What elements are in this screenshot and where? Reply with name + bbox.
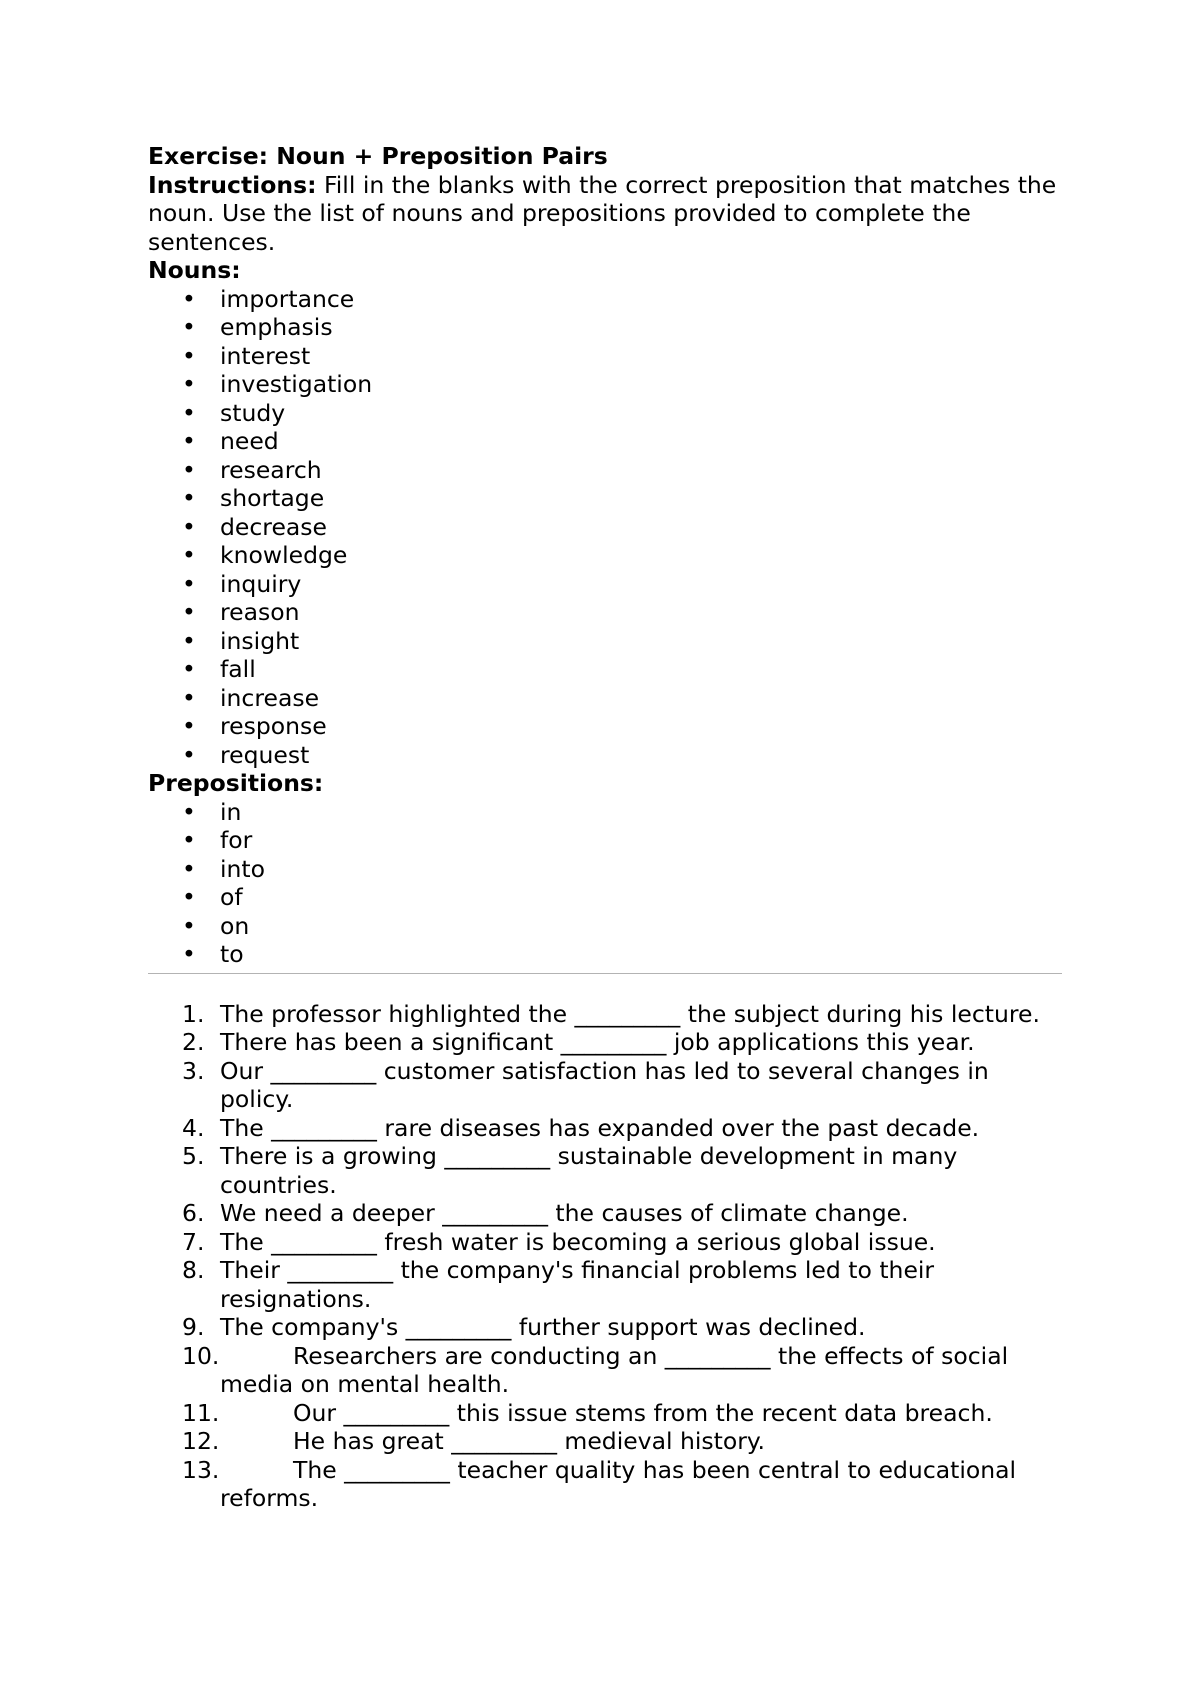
- noun-item: • emphasis: [148, 313, 1062, 342]
- noun-item: • fall: [148, 655, 1062, 684]
- preposition-item: • into: [148, 855, 1062, 884]
- prepositions-list: [148, 798, 1062, 969]
- nouns-list: [148, 285, 1062, 770]
- question-item: [148, 1456, 1062, 1513]
- noun-item: • response: [148, 712, 1062, 741]
- preposition-item: • on: [148, 912, 1062, 941]
- question-number: 8.: [182, 1256, 205, 1284]
- question-number: 4.: [182, 1113, 205, 1142]
- noun-item: • request: [148, 741, 1062, 770]
- question-item: [148, 1427, 1062, 1456]
- noun-item: • increase: [148, 684, 1062, 713]
- instructions-text: Fill in the blanks with the correct preposition that matches the noun. Use the list of nouns and prepositions provided to complete the sentences.: [148, 170, 1057, 256]
- noun-item: • need: [148, 427, 1062, 456]
- question-number: 5.: [182, 1142, 205, 1170]
- question-number: 13.: [182, 1455, 220, 1484]
- document-page: [148, 142, 1062, 1513]
- question-number: 10.: [182, 1341, 220, 1370]
- question-item: [148, 1199, 1062, 1228]
- question-text: Our _________ customer satisfaction has led to several changes in policy.: [220, 1056, 989, 1113]
- question-item: [148, 1228, 1062, 1257]
- noun-item: • research: [148, 456, 1062, 485]
- horizontal-divider: [148, 973, 1062, 974]
- question-number: 7.: [182, 1227, 205, 1256]
- noun-item: • inquiry: [148, 570, 1062, 599]
- question-text: Our _________ this issue stems from the recent data breach.: [293, 1398, 993, 1427]
- question-text: The _________ teacher quality has been central to educational reforms.: [220, 1455, 1017, 1512]
- preposition-item: • for: [148, 826, 1062, 855]
- question-number: 12.: [182, 1427, 220, 1455]
- noun-item: • shortage: [148, 484, 1062, 513]
- questions-list: [148, 1000, 1062, 1513]
- instructions-paragraph: [148, 171, 1062, 257]
- question-number: 6.: [182, 1199, 205, 1227]
- question-item: [148, 1028, 1062, 1057]
- question-text: There has been a significant _________ job applications this year.: [220, 1028, 975, 1056]
- noun-item: • study: [148, 399, 1062, 428]
- question-item: [148, 1313, 1062, 1342]
- noun-item: • knowledge: [148, 541, 1062, 570]
- question-item: [148, 1114, 1062, 1143]
- question-text: We need a deeper _________ the causes of climate change.: [220, 1199, 909, 1227]
- question-text: The _________ rare diseases has expanded over the past decade.: [220, 1113, 980, 1142]
- noun-item: • investigation: [148, 370, 1062, 399]
- noun-item: • importance: [148, 285, 1062, 314]
- question-item: [148, 1256, 1062, 1313]
- preposition-item: • in: [148, 798, 1062, 827]
- question-item: [148, 1057, 1062, 1114]
- question-text: He has great _________ medieval history.: [293, 1427, 765, 1455]
- question-text: Researchers are conducting an _________ the effects of social media on mental health.: [220, 1341, 1009, 1398]
- exercise-title: Exercise: Noun + Preposition Pairs: [148, 142, 608, 170]
- question-item: [148, 1142, 1062, 1199]
- noun-item: • decrease: [148, 513, 1062, 542]
- noun-item: • reason: [148, 598, 1062, 627]
- instructions-label: Instructions:: [148, 170, 317, 199]
- preposition-item: • to: [148, 940, 1062, 969]
- nouns-heading: Nouns:: [148, 256, 241, 284]
- question-text: The company's _________ further support was declined.: [220, 1313, 866, 1341]
- question-text: The professor highlighted the _________ the subject during his lecture.: [220, 999, 1040, 1028]
- question-number: 1.: [182, 999, 205, 1028]
- question-text: The _________ fresh water is becoming a serious global issue.: [220, 1227, 936, 1256]
- question-number: 9.: [182, 1313, 205, 1341]
- question-number: 3.: [182, 1056, 205, 1085]
- question-text: Their _________ the company's financial problems led to their resignations.: [220, 1256, 935, 1313]
- prepositions-heading: Prepositions:: [148, 769, 324, 797]
- question-item: [148, 1399, 1062, 1428]
- question-text: There is a growing _________ sustainable development in many countries.: [220, 1142, 958, 1199]
- noun-item: • insight: [148, 627, 1062, 656]
- preposition-item: • of: [148, 883, 1062, 912]
- question-item: [148, 1342, 1062, 1399]
- question-number: 11.: [182, 1398, 220, 1427]
- question-item: [148, 1000, 1062, 1029]
- noun-item: • interest: [148, 342, 1062, 371]
- question-number: 2.: [182, 1028, 205, 1056]
